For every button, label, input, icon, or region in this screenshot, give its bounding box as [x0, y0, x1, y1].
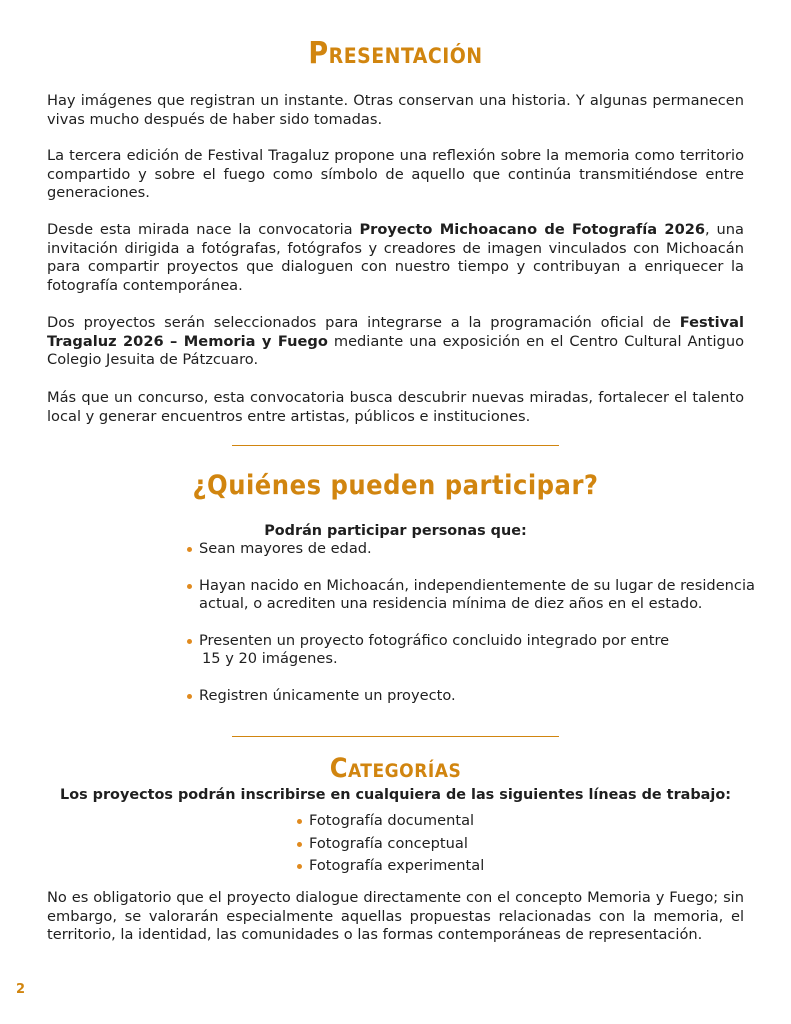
presentation-paragraph-3 — [47, 221, 744, 295]
category-label: Fotografía documental — [309, 812, 475, 829]
participants-item-line2: actual, o acrediten una residencia mínima de diez años en el estado. — [199, 595, 703, 613]
categories-list — [297, 812, 557, 876]
categories-list-item — [297, 835, 557, 854]
bullet-dot-icon — [187, 584, 192, 589]
bullet-dot-icon — [297, 819, 302, 824]
categories-list-item — [297, 812, 557, 831]
paragraph-3-text-a: Desde esta mirada nace la convocatoria — [47, 221, 360, 238]
page-number: 2 — [16, 982, 26, 997]
bullet-dot-icon — [187, 547, 192, 552]
categories-intro: Los proyectos podrán inscribirse en cualquiera de las siguientes líneas de trabajo: — [60, 787, 731, 803]
participants-list-item — [187, 687, 757, 706]
bullet-dot-icon — [297, 842, 302, 847]
paragraph-4-text-c: mediante una exposición en el Centro Cultural Antiguo Colegio Jesuita de Pátzcuaro. — [47, 332, 744, 369]
participants-list-item — [187, 632, 757, 669]
section-divider-1 — [232, 445, 559, 446]
bullet-dot-icon — [187, 639, 192, 644]
categories-heading: Categorías — [329, 753, 462, 784]
participants-intro: Podrán participar personas que: — [264, 523, 527, 539]
participants-item-line1: Sean mayores de edad. — [199, 540, 372, 557]
bullet-dot-icon — [187, 694, 192, 699]
participants-list-item — [187, 577, 757, 614]
category-label: Fotografía conceptual — [309, 834, 468, 852]
paragraph-4-festival-name: Festival Tragaluz 2026 – Memoria y Fuego — [47, 314, 744, 350]
bullet-dot-icon — [297, 864, 302, 869]
paragraph-3-text-c: , una invitación dirigida a fotógrafas, fotógrafos y creadores de imagen vinculados con Michoacán para compartir proyectos que dialoguen con nuestro tiempo y contribuyan a enriquecer la fotografía contemporánea. — [47, 221, 744, 294]
participants-item-line2: 15 y 20 imágenes. — [202, 650, 338, 668]
presentation-paragraph-2: La tercera edición de Festival Tragaluz propone una reflexión sobre la memoria como territorio compartido y sobre el fuego como símbolo de aquello que continúa transmitiéndose entre generaciones. — [47, 147, 744, 202]
paragraph-3-project-name: Proyecto Michoacano de Fotografía 2026 — [359, 221, 706, 238]
paragraph-4-text-a: Dos proyectos serán seleccionados para integrarse a la programación oficial de — [47, 314, 680, 331]
participants-list — [187, 540, 757, 706]
section-divider-2 — [232, 736, 559, 737]
participants-item-line1: Presenten un proyecto fotográfico concluido integrado por entre — [199, 631, 670, 649]
participants-heading: ¿Quiénes pueden participar? — [192, 470, 599, 501]
participants-item-line1: Registren únicamente un proyecto. — [199, 686, 456, 704]
category-label: Fotografía experimental — [309, 857, 485, 875]
presentation-paragraph-5: Más que un concurso, esta convocatoria busca descubrir nuevas miradas, fortalecer el talento local y generar encuentros entre artistas, públicos e instituciones. — [47, 389, 744, 425]
participants-list-item — [187, 540, 757, 559]
presentation-paragraph-4 — [47, 314, 744, 370]
presentation-heading: Presentación — [308, 36, 483, 71]
categories-list-item — [297, 857, 557, 876]
categories-closing-paragraph: No es obligatorio que el proyecto dialogue directamente con el concepto Memoria y Fuego; sin embargo, se valorarán especialmente aquellas propuestas relacionadas con la memoria, el territorio, la identidad, las comunidades o las formas contemporáneas de representación. — [47, 889, 744, 944]
presentation-paragraph-1: Hay imágenes que registran un instante. Otras conservan una historia. Y algunas permanecen vivas mucho después de haber sido tomadas. — [47, 92, 744, 128]
participants-item-line1: Hayan nacido en Michoacán, independientemente de su lugar de residencia — [199, 576, 755, 594]
